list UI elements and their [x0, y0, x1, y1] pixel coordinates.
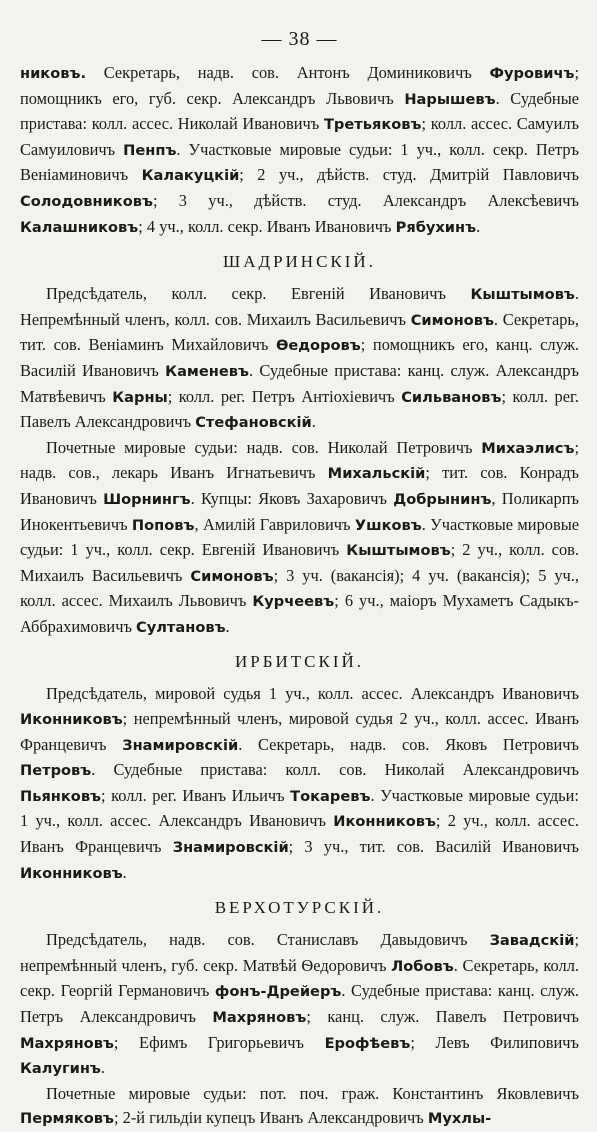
text-run: ; помощникъ его, канц. служ. Василій Ивановичъ: [20, 335, 579, 380]
surname: Токаревъ: [290, 787, 371, 805]
surname: Сильвановъ: [401, 388, 502, 406]
text-run: ; 2 уч., колл. ассес. Иванъ Францевичъ: [20, 811, 579, 857]
text-run: ; 3 уч., дѣйств. студ. Александръ Алексѣевичъ: [152, 190, 579, 210]
section-heading: ВЕРХОТУРСКІЙ.: [214, 898, 385, 918]
text-run: Предсѣдатель, колл. секр. Евгеній Ивановичъ: [46, 284, 471, 304]
text-run: . Непремѣнный членъ, колл. сов. Михаилъ Васильевичъ: [20, 284, 579, 329]
surname: фонъ-Дрейеръ: [214, 983, 342, 1001]
surname: Каменевъ: [165, 362, 249, 380]
surname: Кыштымовъ: [346, 542, 451, 560]
surname: Третьяковъ: [323, 116, 422, 134]
text-run: ; 4 уч., колл. секр. Иванъ Ивановичъ: [138, 216, 396, 236]
text-run: ; непремѣнный членъ, мировой судья 2 уч., колл. ассес. Иванъ Францевичъ: [20, 709, 579, 754]
text-run: . Купцы: Яковъ Захаровичъ: [190, 488, 394, 508]
text-run: . Участковые мировые судьи: 1 уч., колл. ассес. Александръ Ивановичъ: [20, 785, 579, 831]
surname: Добрынинъ: [393, 490, 492, 508]
surname: Султановъ: [136, 618, 226, 636]
text-run: .: [476, 216, 481, 236]
surname: Пенпъ: [123, 141, 177, 159]
text-run: Секретарь, надв. сов. Антонъ Доминиковичъ: [86, 63, 490, 82]
text-run: ; 3 уч. (вакансія); 4 уч. (вакансія); 5 уч., колл. ассес. Михаилъ Львовичъ: [20, 565, 579, 611]
text-run: . Участковые мировые судьи: 1 уч., колл. секр. Евгеній Ивановичъ: [20, 514, 579, 560]
text-run: . Судебные пристава: канц. служ. Александръ Матвѣевичъ: [20, 360, 579, 406]
surname: Симоновъ: [410, 311, 494, 329]
document-body: [20, 61, 579, 1132]
surname: Махряновъ: [20, 1034, 114, 1052]
text-run: ; 6 уч., маіоръ Мухаметъ Садыкъ-Аббрахимовичъ: [20, 591, 579, 636]
text-run: . Секретарь, надв. сов. Яковъ Петровичъ: [238, 734, 579, 754]
section-paragraph: [20, 436, 579, 641]
surname: Иконниковъ: [333, 813, 436, 831]
text-run: .: [100, 1058, 105, 1078]
surname: Курчеевъ: [252, 593, 335, 611]
surname: Петровъ: [20, 762, 92, 780]
surname: Иконниковъ: [20, 711, 123, 729]
text-run: ; 2 уч., колл. сов. Михаилъ Васильевичъ: [20, 540, 579, 585]
surname: Знамировскій: [122, 736, 239, 754]
text-run: .: [225, 616, 230, 636]
section-paragraph: [20, 682, 579, 886]
section-paragraph: [20, 928, 579, 1082]
text-run: ; 3 уч., тит. сов. Василій Ивановичъ: [288, 837, 580, 857]
surname: Шорнингъ: [103, 490, 191, 508]
section-heading: ШАДРИНСКІЙ.: [223, 252, 376, 272]
surname: Пьянковъ: [20, 787, 102, 805]
section-paragraph: [20, 282, 579, 436]
surname: Солодовниковъ: [20, 192, 153, 210]
surname: Иконниковъ: [20, 864, 123, 882]
text-run: Почетные мировые судьи: надв. сов. Николай Петровичъ: [46, 437, 482, 457]
surname: Михальскій: [327, 465, 426, 483]
surname: Рябухинъ: [395, 218, 477, 236]
surname: никовъ.: [20, 65, 86, 82]
text-run: Предсѣдатель, мировой судья 1 уч., колл. ассес. Александръ Ивановичъ: [46, 684, 579, 704]
text-run: .: [311, 412, 316, 432]
text-run: Почетные мировые судьи: пот. поч. граж. Константинъ Яковлевичъ: [46, 1083, 579, 1103]
text-run: . Секретарь, тит. сов. Веніаминъ Михайловичъ: [20, 309, 579, 355]
text-run: ; 2-й гильдіи купецъ Иванъ Александровичъ: [114, 1108, 428, 1128]
text-run: ; колл. рег. Петръ Антіохіевичъ: [167, 386, 402, 406]
surname: Стефановскій: [195, 414, 312, 432]
surname: Карны: [112, 388, 168, 406]
text-run: ; непремѣнный членъ, губ. секр. Матвѣй Ѳедоровичъ: [20, 930, 579, 975]
surname: Калакуцкій: [141, 167, 240, 185]
text-run: ; колл. рег. Павелъ Александровичъ: [20, 386, 579, 432]
surname: Ерофѣевъ: [324, 1034, 411, 1052]
surname: Мухлы-: [427, 1110, 492, 1128]
surname: Нарышевъ: [404, 90, 496, 108]
surname: Фуровичъ: [489, 65, 575, 82]
text-run: ; колл. рег. Иванъ Ильичъ: [101, 785, 291, 805]
surname: Калугинъ: [20, 1060, 101, 1078]
text-run: ; помощникъ его, губ. секр. Александръ Львовичъ: [20, 63, 579, 108]
text-run: ; тит. сов. Конрадъ Ивановичъ: [20, 463, 580, 508]
text-run: ; Ефимъ Григорьевичъ: [113, 1032, 325, 1052]
text-run: . Судебные пристава: канц. служ. Петръ Александровичъ: [20, 981, 579, 1026]
surname: Калашниковъ: [20, 218, 139, 236]
text-run: ; надв. сов., лекарь Иванъ Игнатьевичъ: [20, 437, 579, 483]
text-run: . Судебные пристава: колл. сов. Николай Александровичъ: [91, 760, 579, 780]
text-run: . Участковые мировые судьи: 1 уч., колл. секр. Петръ Веніаминовичъ: [20, 139, 580, 185]
section-heading: ИРБИТСКІЙ.: [234, 652, 365, 672]
text-run: ; Левъ Филиповичъ: [410, 1032, 579, 1052]
text-run: , Поликарпъ Инокентьевичъ: [20, 488, 579, 534]
surname: Ушковъ: [354, 516, 422, 534]
page-number: — 38 —: [261, 28, 338, 50]
surname: Лобовъ: [391, 957, 454, 975]
surname: Кыштымовъ: [470, 286, 575, 304]
text-run: .: [122, 862, 127, 882]
surname: Ѳедоровъ: [275, 337, 361, 355]
text-run: , Амилій Гавриловичъ: [194, 514, 355, 534]
text-run: ; колл. ассес. Самуилъ Самуиловичъ: [20, 114, 579, 159]
section-paragraph: [20, 1082, 579, 1132]
surname: Михаэлисъ: [481, 439, 575, 457]
surname: Знамировскій: [172, 839, 289, 857]
text-run: Предсѣдатель, надв. сов. Станиславъ Давыдовичъ: [46, 930, 490, 950]
text-run: . Секретарь, колл. секр. Георгій Германовичъ: [20, 955, 579, 1001]
surname: Махряновъ: [212, 1009, 307, 1026]
surname: Пермяковъ: [20, 1110, 114, 1128]
surname: Завадскій: [489, 932, 575, 950]
text-run: ; канц. служ. Павелъ Петровичъ: [306, 1007, 579, 1026]
text-run: ; 2 уч., дѣйств. студ. Дмитрій Павловичъ: [239, 165, 579, 185]
text-run: . Судебные пристава: колл. ассес. Николай Ивановичъ: [20, 88, 579, 134]
surname: Поповъ: [131, 516, 195, 534]
surname: Симоновъ: [190, 567, 274, 585]
continued-paragraph: [20, 61, 579, 240]
